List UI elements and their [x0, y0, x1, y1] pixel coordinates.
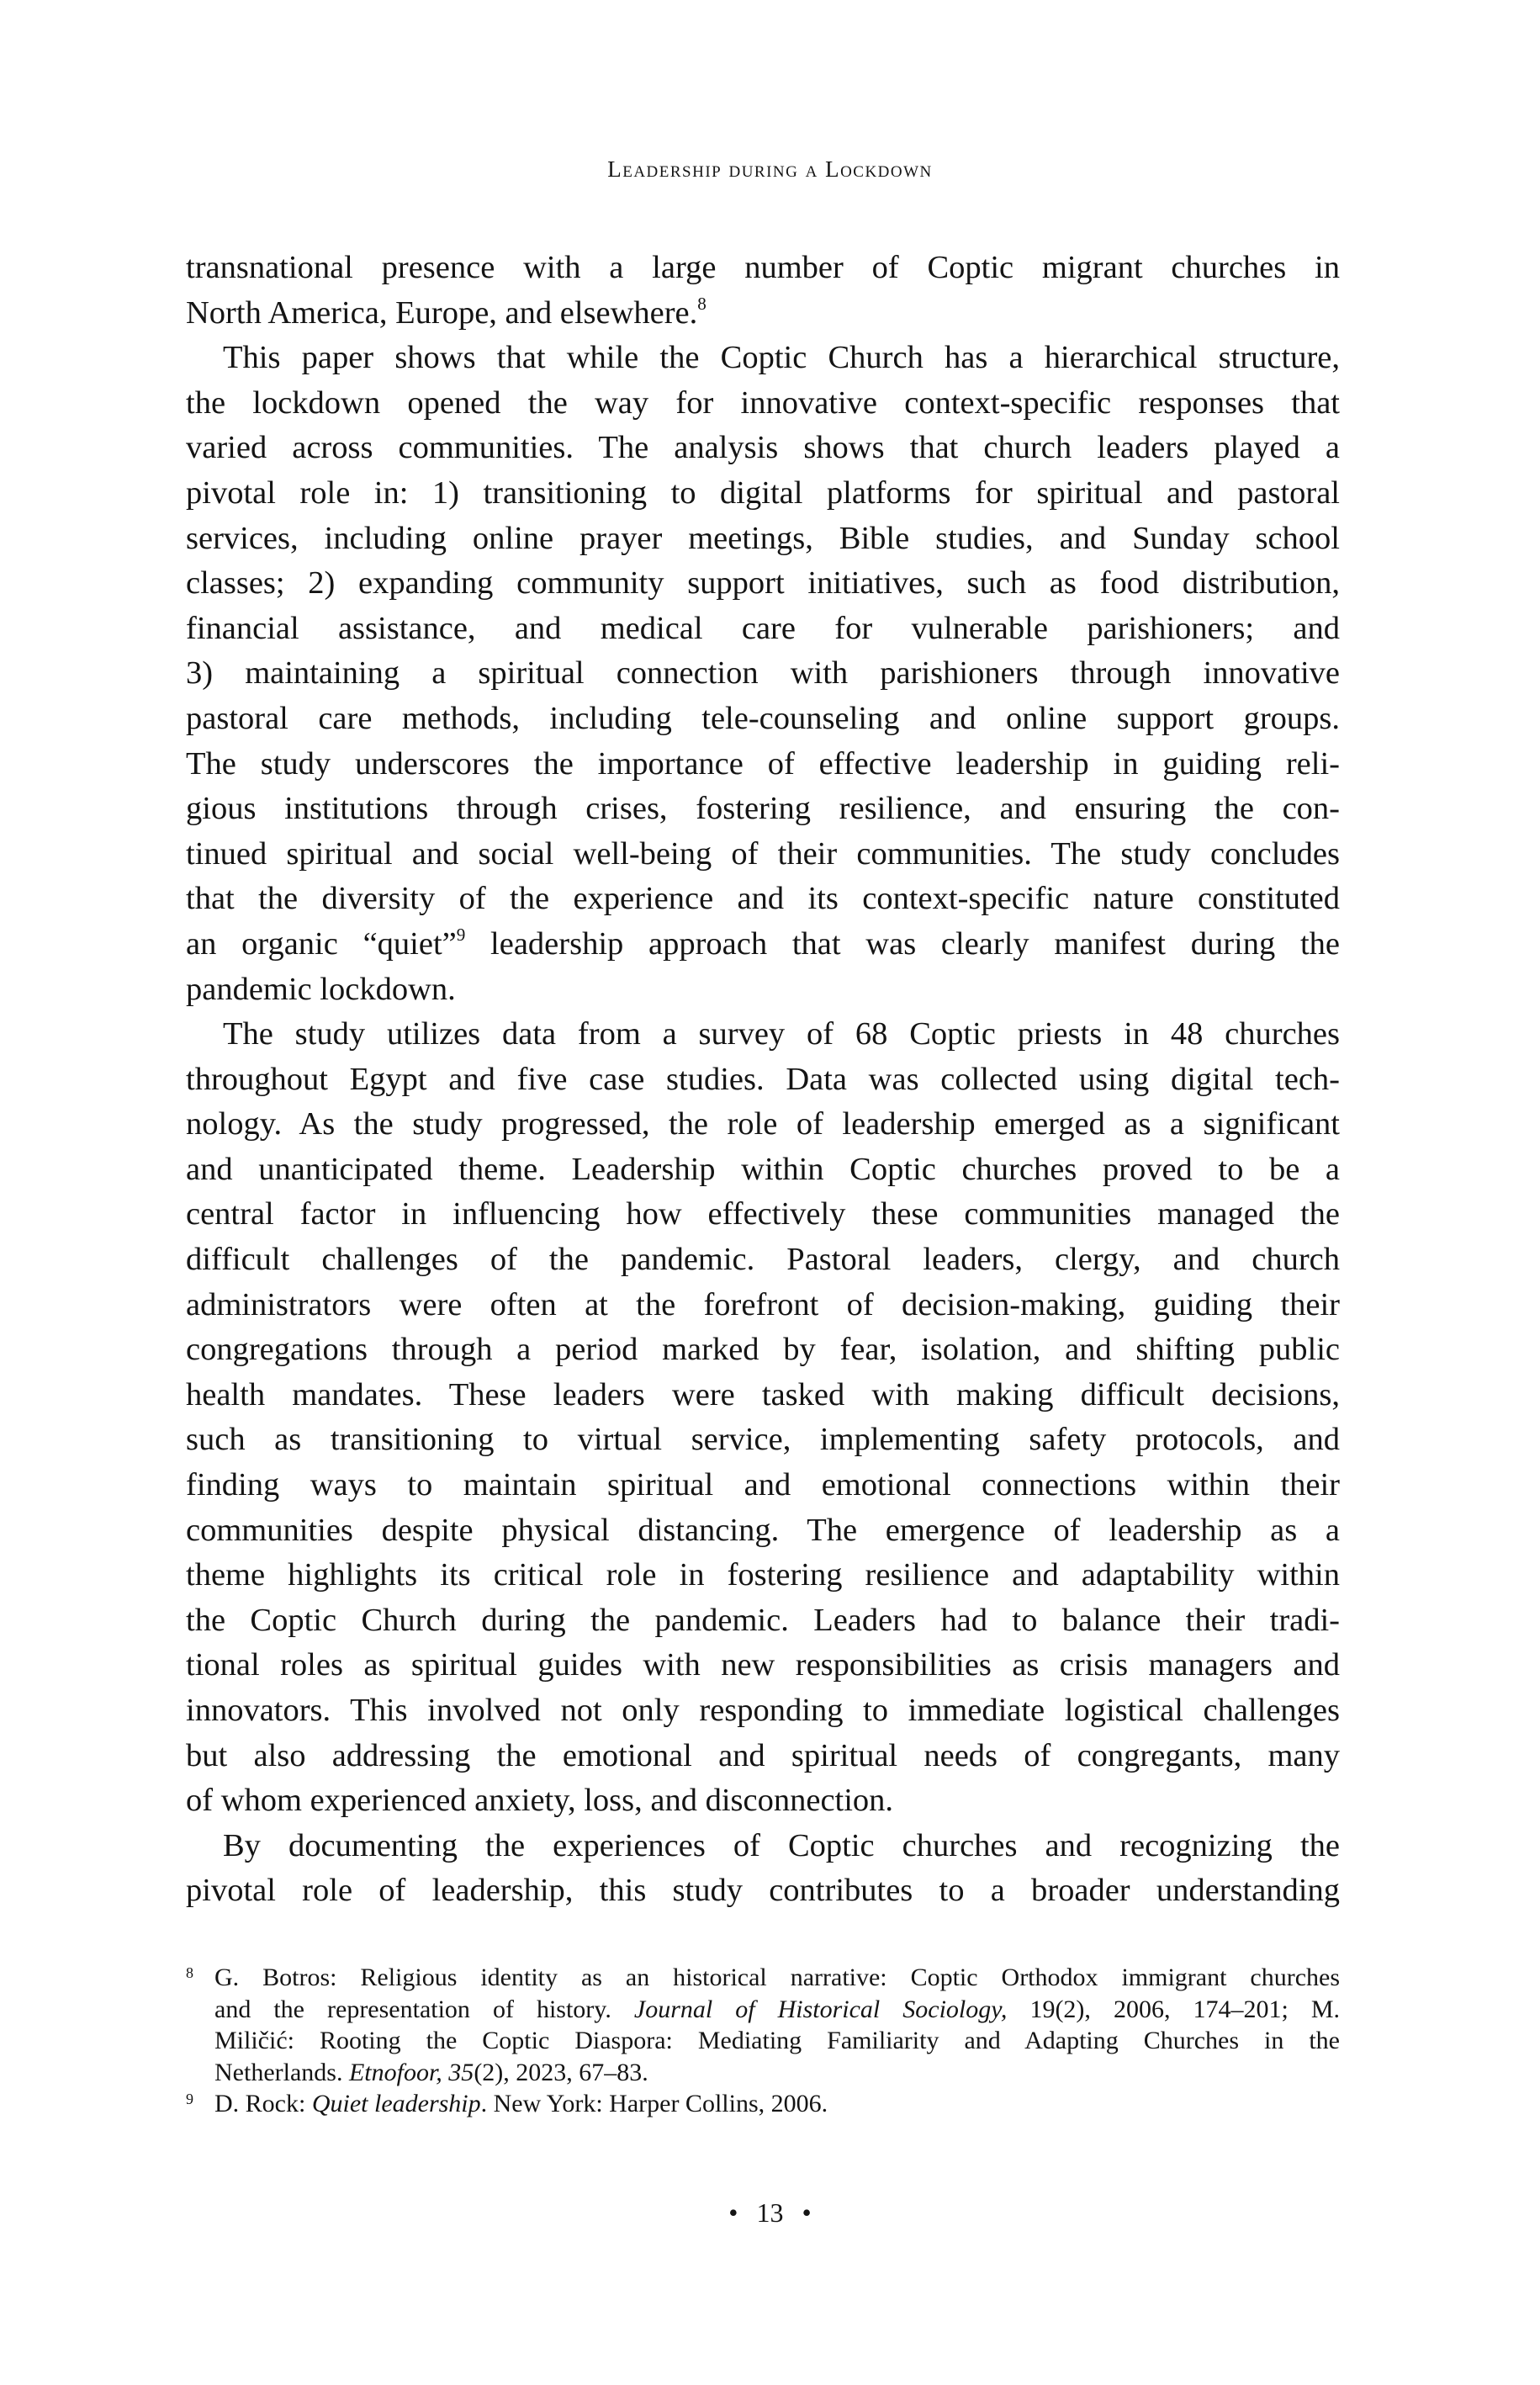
text-line: of whom experienced anxiety, loss, and disconnection. — [186, 1783, 894, 1819]
text-line: an organic “quiet” — [186, 925, 457, 962]
text-line: pivotal role in: 1) transitioning to digital platforms for spiritual and pastoral — [186, 474, 1340, 511]
text-line: theme highlights its critical role in fostering resilience and adaptability within — [186, 1557, 1340, 1593]
text-line: tinued spiritual and social well-being of their communities. The study concludes — [186, 835, 1340, 872]
journal-title: Journal of Historical Sociology, — [633, 1995, 1008, 2023]
text-line: finding ways to maintain spiritual and emotional connections within their — [186, 1467, 1340, 1503]
text-line: By documenting the experiences of Coptic churches and recognizing the — [223, 1827, 1340, 1863]
footnote-text: . New York: Harper Collins, 2006. — [480, 2090, 828, 2117]
text-line: throughout Egypt and five case studies. Data was collected using digital tech- — [186, 1061, 1340, 1097]
text-line: that the diversity of the experience and its context-specific nature constituted — [186, 881, 1340, 917]
text-line: The study utilizes data from a survey of 68 Coptic priests in 48 churches — [223, 1016, 1340, 1052]
text-line: The study underscores the importance of effective leadership in guiding reli- — [186, 745, 1340, 782]
text-line: communities despite physical distancing. The emergence of leadership as a — [186, 1512, 1340, 1548]
text-line: 3) maintaining a spiritual connection with parishioners through innovative — [186, 655, 1340, 692]
text-line: classes; 2) expanding community support initiatives, such as food distribution, — [186, 565, 1340, 602]
text-line: innovators. This involved not only responding to immediate logistical challenges — [186, 1693, 1340, 1728]
text-line: North America, Europe, and elsewhere. — [186, 294, 698, 331]
running-head: Leadership during a Lockdown — [607, 156, 933, 182]
footnote-text: 19(2), 2006, 174–201; M. — [1007, 1995, 1340, 2023]
text-line: leadership approach that was clearly manifest during the — [465, 925, 1340, 962]
text-line: This paper shows that while the Coptic Church has a hierarchical structure, — [223, 340, 1340, 376]
footnote-text: Netherlands. — [214, 2058, 349, 2086]
text-line: services, including online prayer meetings, Bible studies, and Sunday school — [186, 520, 1340, 556]
text-line: the lockdown opened the way for innovative context-specific responses that — [186, 384, 1340, 421]
text-line: financial assistance, and medical care for vulnerable parishioners; and — [186, 610, 1340, 646]
footnote-number: 8 — [186, 1964, 193, 1981]
text-line: central factor in influencing how effectively these communities managed the — [186, 1196, 1340, 1232]
journal-title: Etnofoor, 35 — [348, 2058, 474, 2086]
text-line: difficult challenges of the pandemic. Pastoral leaders, clergy, and church — [186, 1242, 1340, 1278]
text-line: but also addressing the emotional and spiritual needs of congregants, many — [186, 1737, 1340, 1773]
text-line: pivotal role of leadership, this study contributes to a broader understanding — [186, 1873, 1340, 1909]
text-line: such as transitioning to virtual service, implementing safety protocols, and — [186, 1422, 1340, 1458]
paragraph — [186, 1012, 1340, 1824]
paragraph — [186, 246, 1340, 336]
text-line: transnational presence with a large number of Coptic migrant churches in — [186, 250, 1340, 285]
text-line: gious institutions through crises, fostering resilience, and ensuring the con- — [186, 791, 1340, 827]
footnote-line: G. Botros: Religious identity as an historical narrative: Coptic Orthodox immigrant churches — [214, 1964, 1340, 1991]
footnote-9 — [186, 2088, 1340, 2120]
footnote-ref[interactable]: 8 — [697, 293, 706, 314]
text-line: health mandates. These leaders were tasked with making difficult decisions, — [186, 1376, 1340, 1412]
footnote-text: (2), 2023, 67–83. — [474, 2058, 648, 2086]
text-line: the Coptic Church during the pandemic. Leaders had to balance their tradi- — [186, 1602, 1340, 1638]
text-line: pastoral care methods, including tele-counseling and online support groups. — [186, 700, 1340, 736]
footnote-ref[interactable]: 9 — [456, 925, 466, 946]
page-number-value: 13 — [756, 2197, 784, 2228]
text-line: nology. As the study progressed, the role of leadership emerged as a significant — [186, 1106, 1340, 1142]
page-ornament-right: • — [802, 2197, 812, 2228]
paragraph — [186, 1824, 1340, 1914]
text-line: and unanticipated theme. Leadership within Coptic churches proved to be a — [186, 1151, 1340, 1187]
page-ornament-left: • — [728, 2197, 738, 2228]
body-text — [186, 246, 1340, 1914]
text-line: varied across communities. The analysis shows that church leaders played a — [186, 430, 1340, 466]
footnote-text: and the representation of history. — [214, 1995, 634, 2023]
paragraph — [186, 336, 1340, 1012]
text-line: congregations through a period marked by fear, isolation, and shifting public — [186, 1332, 1340, 1368]
footnote-line: Miličić: Rooting the Coptic Diaspora: Mediating Familiarity and Adapting Churches in the — [214, 2027, 1340, 2054]
footnote-number: 9 — [186, 2091, 193, 2107]
page-number — [0, 2197, 1540, 2229]
text-line: pandemic lockdown. — [186, 971, 456, 1007]
footnotes — [186, 1962, 1340, 2120]
text-line: tional roles as spiritual guides with new responsibilities as crisis managers and — [186, 1647, 1340, 1683]
footnote-text: D. Rock: — [214, 2090, 312, 2117]
book-title: Quiet leadership — [311, 2090, 481, 2117]
footnote-8 — [186, 1962, 1340, 2088]
text-line: administrators were often at the forefront of decision-making, guiding their — [186, 1286, 1340, 1322]
